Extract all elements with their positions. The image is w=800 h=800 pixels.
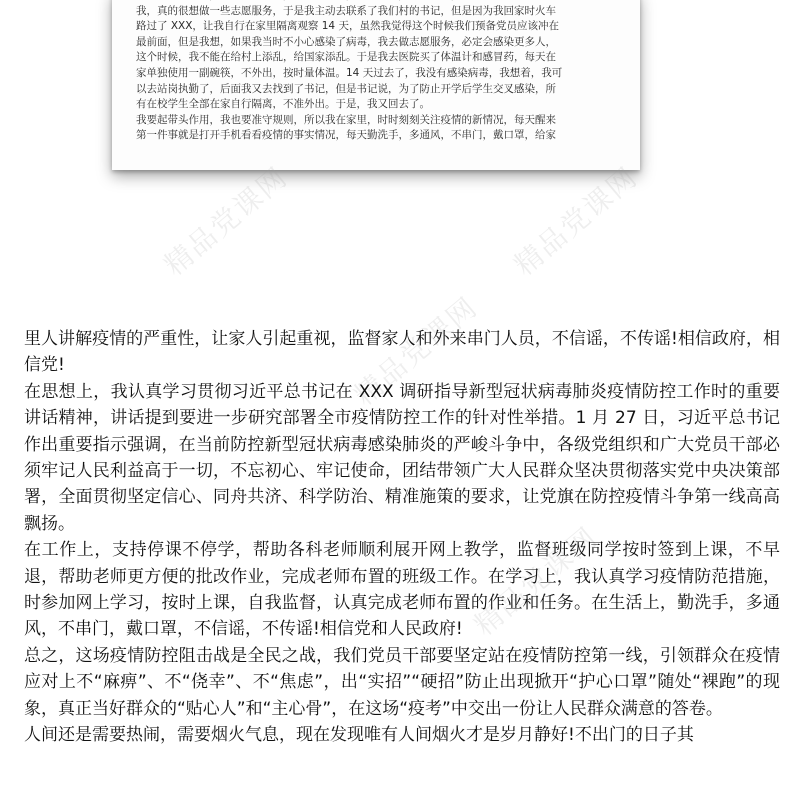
document-body: [24, 326, 780, 749]
scan-line: 我，真的很想做一些志愿服务，于是我主动去联系了我们村的书记，但是因为我回家时火车: [136, 4, 556, 17]
scan-line: 家单独使用一副碗筷，不外出，按时量体温。14 天过去了，我没有感染病毒，我想着，我可: [136, 66, 563, 79]
scan-line: 以去站岗执勤了，后面我又去找到了书记，但是书记说，为了防止开学后学生交叉感染，所: [136, 82, 556, 95]
body-paragraph: 里人讲解疫情的严重性，让家人引起重视，监督家人和外来串门人员，不信谣，不传谣!相信政府，相信党!: [24, 329, 780, 376]
scanned-document-text: [136, 0, 622, 144]
watermark: 精品党课网: [347, 290, 485, 413]
body-paragraph: 在工作上，支持停课不停学，帮助各科老师顺利展开网上教学，监督班级同学按时签到上课，不早退，帮助老师更方便的批改作业，完成老师布置的班级工作。在学习上，我认真学习疫情防范措施，时参加网上学习，按时上课，自我监督，认真完成老师布置的作业和任务。在生活上，勤洗手，多通风，不串门，戴口罩，不信谣，不传谣!相信党和人民政府!: [24, 540, 780, 640]
scan-line: 这个时候，我不能在给村上添乱，给国家添乱。于是我去医院买了体温计和感冒药，每天在: [136, 51, 556, 64]
body-paragraph: 在思想上，我认真学习贯彻习近平总书记在 XXX 调研指导新型冠状病毒肺炎疫情防控工作时的重要讲话精神，讲话提到要进一步研究部署全市疫情防控工作的针对性举措。1 月 27 日，习近平总书记作出重要指示强调，在当前防控新型冠状病毒感染肺炎的严峻斗争中，各级党组织和广大党员干部必须牢记人民利益高于一切，不忘初心、牢记使命，团结带领广大人民群众坚决贯彻落实党中央决策部署，全面贯彻坚定信心、同舟共济、科学防治、精准施策的要求，让党旗在防控疫情斗争第一线高高飘扬。: [24, 381, 780, 534]
scan-line: 有在校学生全部在家自行隔离，不准外出。于是，我又回去了。: [136, 98, 430, 111]
scan-line: 路过了 XXX，让我自行在家里隔离观察 14 天，虽然我觉得这个时候我们预备党员应该冲在: [136, 20, 559, 33]
scan-line: 我要起带头作用，我也要准守规则，所以我在家里，时时刻刻关注疫情的新情况，每天醒来: [136, 113, 556, 126]
watermark: 精品党课网: [157, 160, 295, 283]
scan-line: 第一件事就是打开手机看看疫情的事实情况，每天勤洗手，多通风，不串门，戴口罩，给家: [136, 129, 556, 142]
body-paragraph: 人间还是需要热闹，需要烟火气息，现在发现唯有人间烟火才是岁月静好!不出门的日子其: [24, 725, 694, 746]
watermark: 精品党课网: [507, 160, 645, 283]
watermark: 精品党课网: [467, 520, 605, 643]
scanned-document-image: [112, 0, 640, 170]
scan-line: 最前面，但是我想，如果我当时不小心感染了病毒，我去做志愿服务，必定会感染更多人，: [136, 35, 556, 48]
body-paragraph: 总之，这场疫情防控阻击战是全民之战，我们党员干部要坚定站在疫情防控第一线，引领群众在疫情应对上不“麻痹”、不“侥幸”、不“焦虑”，出“实招”“硬招”防止出现掀开“护心口罩”随处“裸跑”的现象，真正当好群众的“贴心人”和“主心骨”，在这场“疫考”中交出一份让人民群众满意的答卷。: [24, 645, 780, 719]
